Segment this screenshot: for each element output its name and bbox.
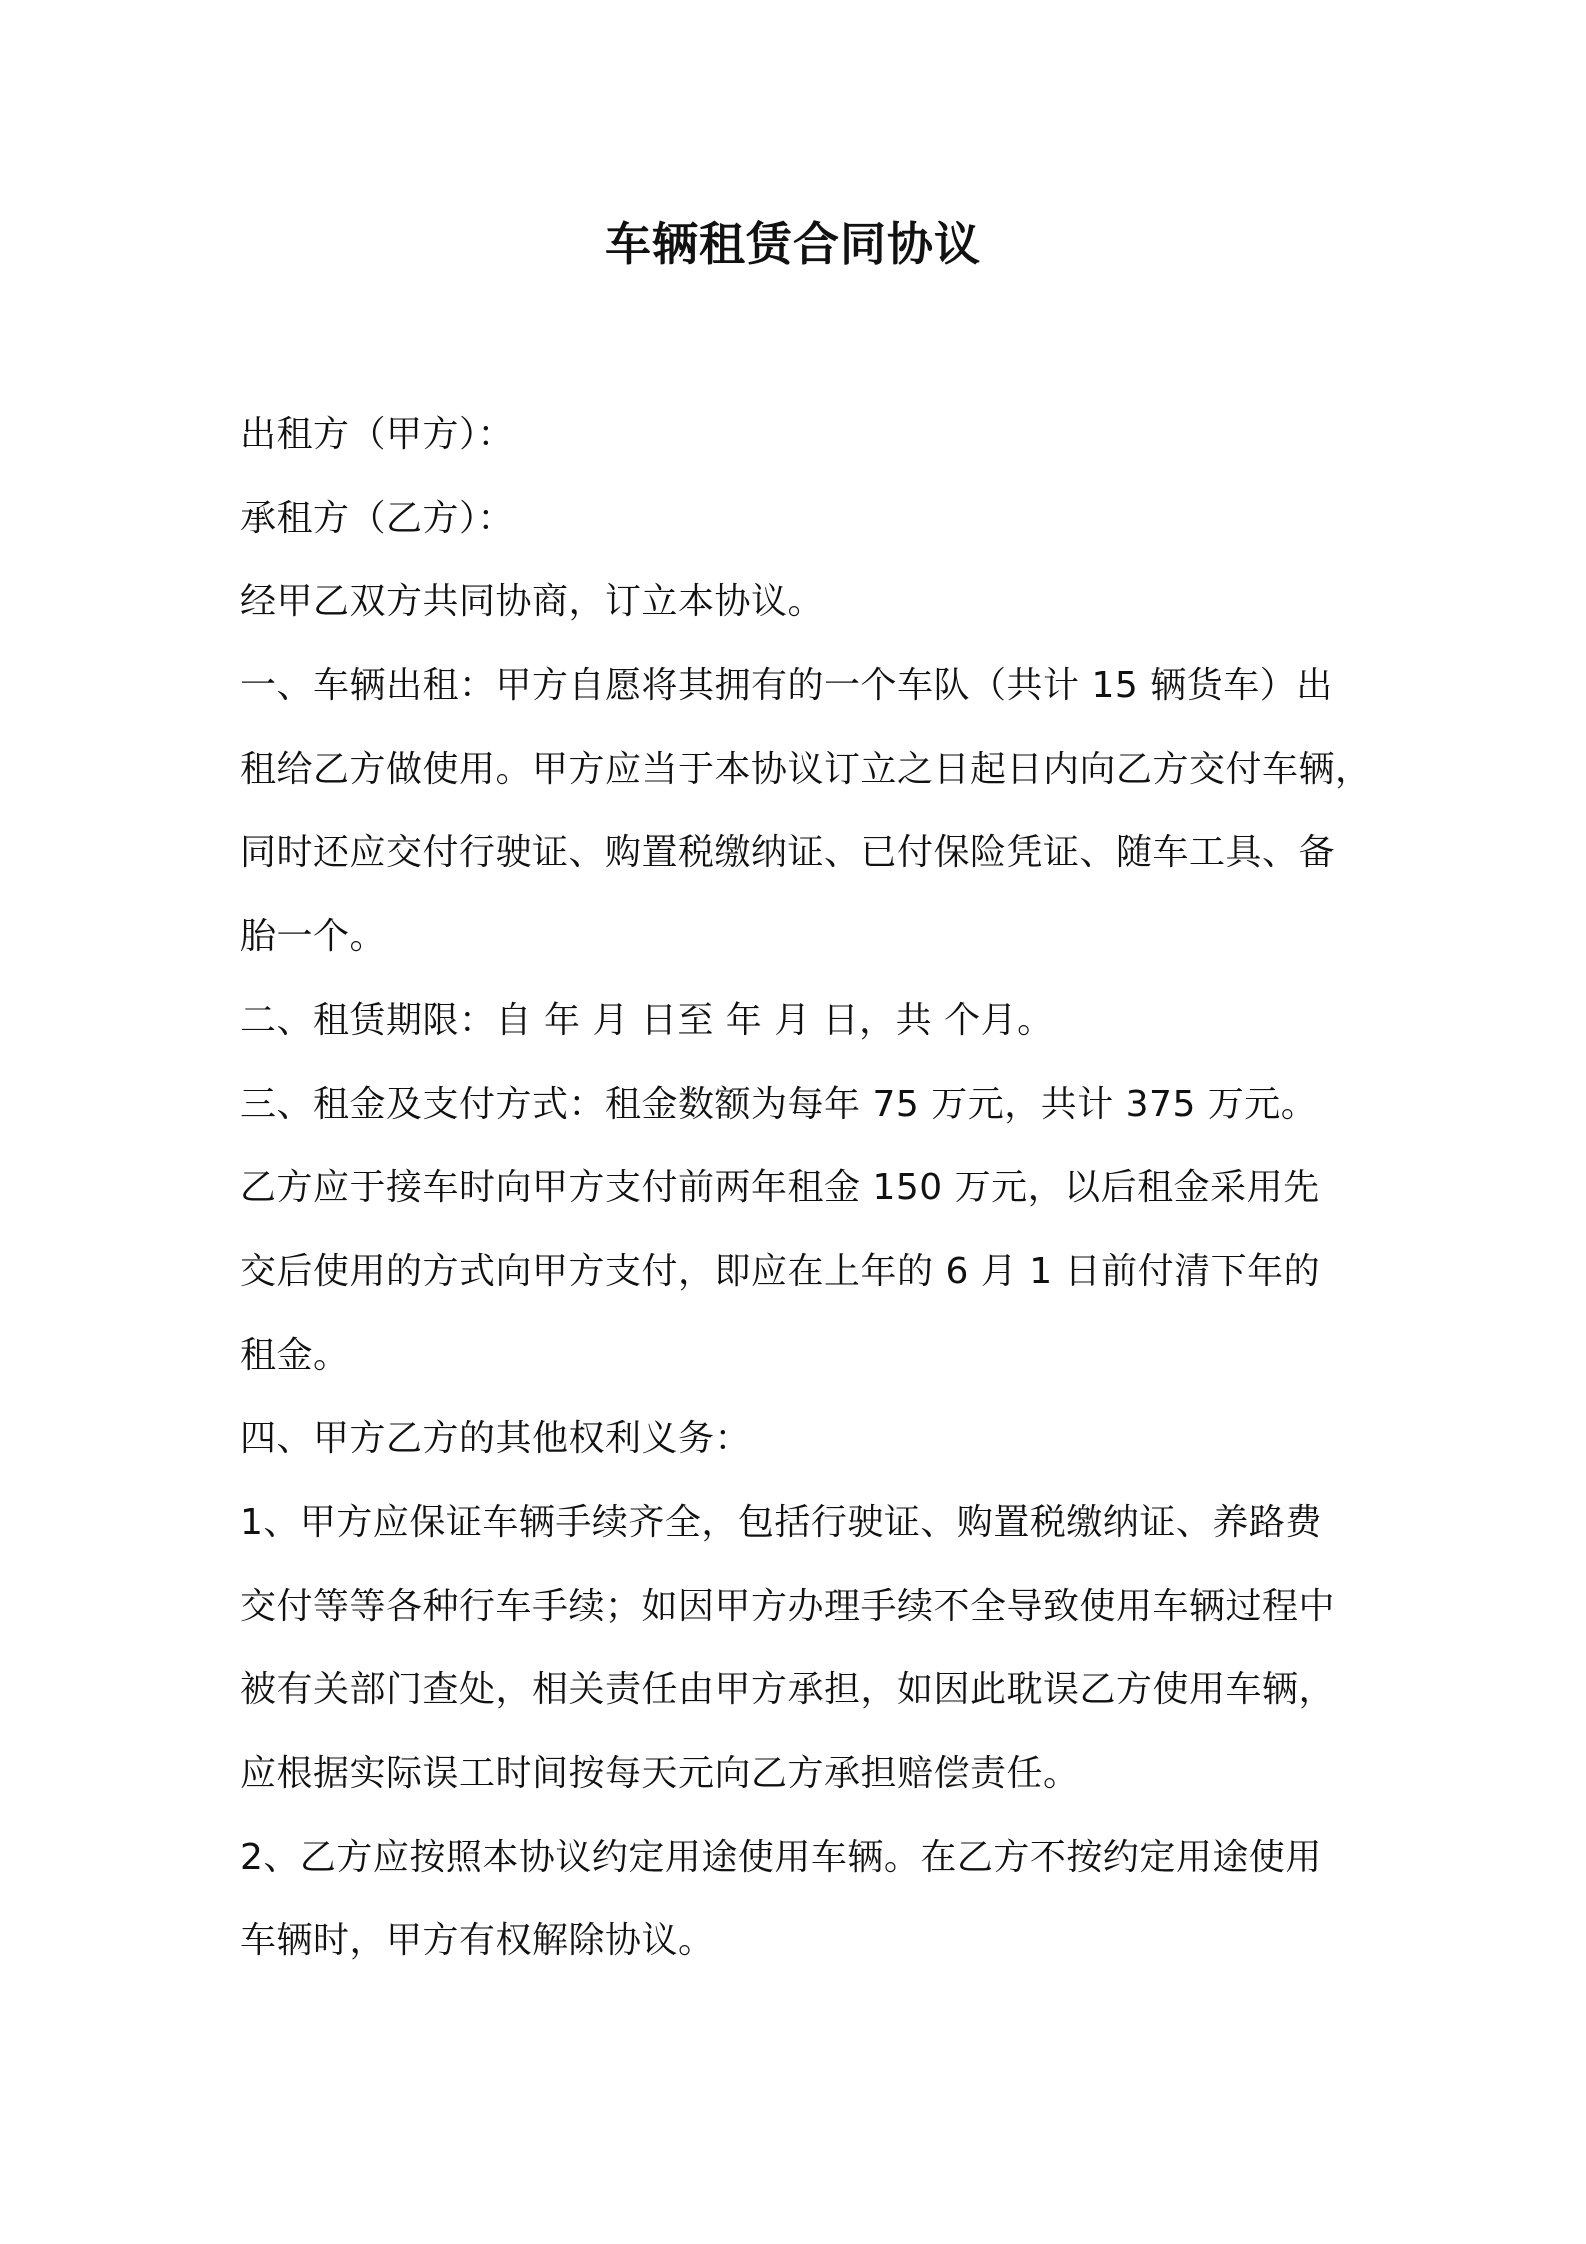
clause-1-line-1: 一、车辆出租：甲方自愿将其拥有的一个车队（共计 15 辆货车）出 bbox=[240, 665, 1333, 707]
clause-4-heading: 四、甲方乙方的其他权利义务： bbox=[240, 1418, 752, 1460]
clause-1-line-4: 胎一个。 bbox=[240, 916, 387, 958]
lessee-line: 承租方（乙方）： bbox=[240, 497, 515, 539]
clause-2-line: 二、租赁期限：自 年 月 日至 年 月 日，共 个月。 bbox=[240, 999, 1054, 1041]
clause-4-2-line-2: 车辆时，甲方有权解除协议。 bbox=[240, 1920, 715, 1962]
clause-4-1-line-1: 1、甲方应保证车辆手续齐全，包括行驶证、购置税缴纳证、养路费 bbox=[240, 1501, 1322, 1543]
document-body bbox=[240, 405, 1372, 1995]
clause-4-2-line-1: 2、乙方应按照本协议约定用途使用车辆。在乙方不按约定用途使用 bbox=[240, 1836, 1322, 1878]
clause-3-line-3: 交后使用的方式向甲方支付，即应在上年的 6 月 1 日前付清下年的 bbox=[240, 1250, 1321, 1292]
agreement-intro: 经甲乙双方共同协商，订立本协议。 bbox=[240, 581, 825, 623]
clause-4-1-line-4: 应根据实际误工时间按每天元向乙方承担赔偿责任。 bbox=[240, 1753, 1080, 1794]
clause-1-line-2: 租给乙方做使用。甲方应当于本协议订立之日起日内向乙方交付车辆， bbox=[240, 748, 1372, 790]
clause-3-line-1: 三、租金及支付方式：租金数额为每年 75 万元，共计 375 万元。 bbox=[240, 1083, 1318, 1125]
clause-4-1-line-2: 交付等等各种行车手续；如因甲方办理手续不全导致使用车辆过程中 bbox=[240, 1585, 1336, 1627]
lessor-line: 出租方（甲方）： bbox=[240, 414, 515, 455]
clause-3-line-4: 租金。 bbox=[240, 1334, 350, 1376]
clause-1-line-3: 同时还应交付行驶证、购置税缴纳证、已付保险凭证、随车工具、备 bbox=[240, 832, 1336, 874]
document-title: 车辆租赁合同协议 bbox=[605, 217, 981, 271]
clause-4-1-line-3: 被有关部门查处，相关责任由甲方承担，如因此耽误乙方使用车辆， bbox=[240, 1669, 1336, 1711]
clause-3-line-2: 乙方应于接车时向甲方支付前两年租金 150 万元，以后租金采用先 bbox=[240, 1167, 1320, 1209]
